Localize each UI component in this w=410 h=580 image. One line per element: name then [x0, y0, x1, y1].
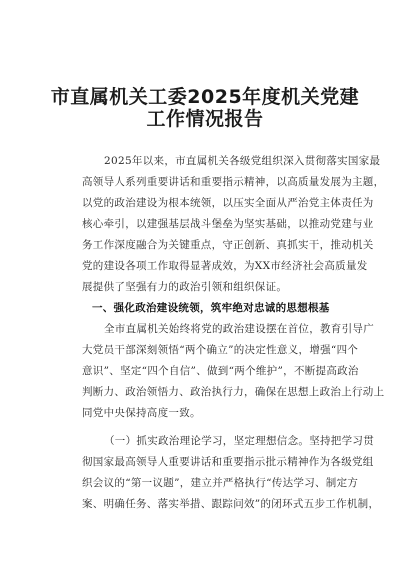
- paragraph-line: 织会议的“第一议题”，建立并严格执行“传达学习、制定方: [82, 477, 359, 489]
- paragraph-line: 全市直属机关始终将党的政治建设摆在首位，教育引导广: [104, 323, 374, 335]
- paragraph-line: 2025年以来，市直属机关各级党组织深入贯彻落实国家最: [104, 155, 381, 167]
- section-heading: 一、强化政治建设统领，筑牢绝对忠诚的思想根基: [92, 302, 330, 314]
- document-title-line-2: 工作情况报告: [146, 108, 264, 130]
- paragraph-line: 党的建设各项工作取得显著成效，为XX市经济社会高质量发: [82, 260, 368, 272]
- paragraph-line: 判断力、政治领悟力、政治执行力，确保在思想上政治上行动上: [82, 386, 385, 398]
- paragraph-line: 展提供了坚强有力的政治引领和组织保证。: [82, 281, 288, 293]
- paragraph-line: （一）抓实政治理论学习，坚定理想信念。坚持把学习贯: [104, 435, 374, 447]
- paragraph-line: 核心牵引，以建强基层战斗堡垒为坚实基础，以推动党建与业: [82, 218, 374, 230]
- paragraph-line: 案、明确任务、落实举措、跟踪问效”的闭环式五步工作机制，: [82, 498, 380, 510]
- paragraph-line: 务工作深度融合为关键重点，守正创新、真抓实干，推动机关: [82, 239, 374, 251]
- paragraph-line: 高领导人系列重要讲话和重要指示精神，以高质量发展为主题，: [82, 176, 385, 188]
- paragraph-line: 意识”、坚定“四个自信”、做到“两个维护”，不断提高政治: [82, 365, 359, 377]
- document-title-line-1: 市直属机关工委2025年度机关党建: [50, 86, 360, 108]
- paragraph-line: 彻国家最高领导人重要讲话和重要指示批示精神作为各级党组: [82, 456, 374, 468]
- paragraph-line: 同党中央保持高度一致。: [82, 407, 201, 419]
- paragraph-line: 以党的政治建设为根本统领，以压实全面从严治党主体责任为: [82, 197, 374, 209]
- paragraph-line: 大党员干部深刻领悟“两个确立”的决定性意义，增强“四个: [82, 344, 359, 356]
